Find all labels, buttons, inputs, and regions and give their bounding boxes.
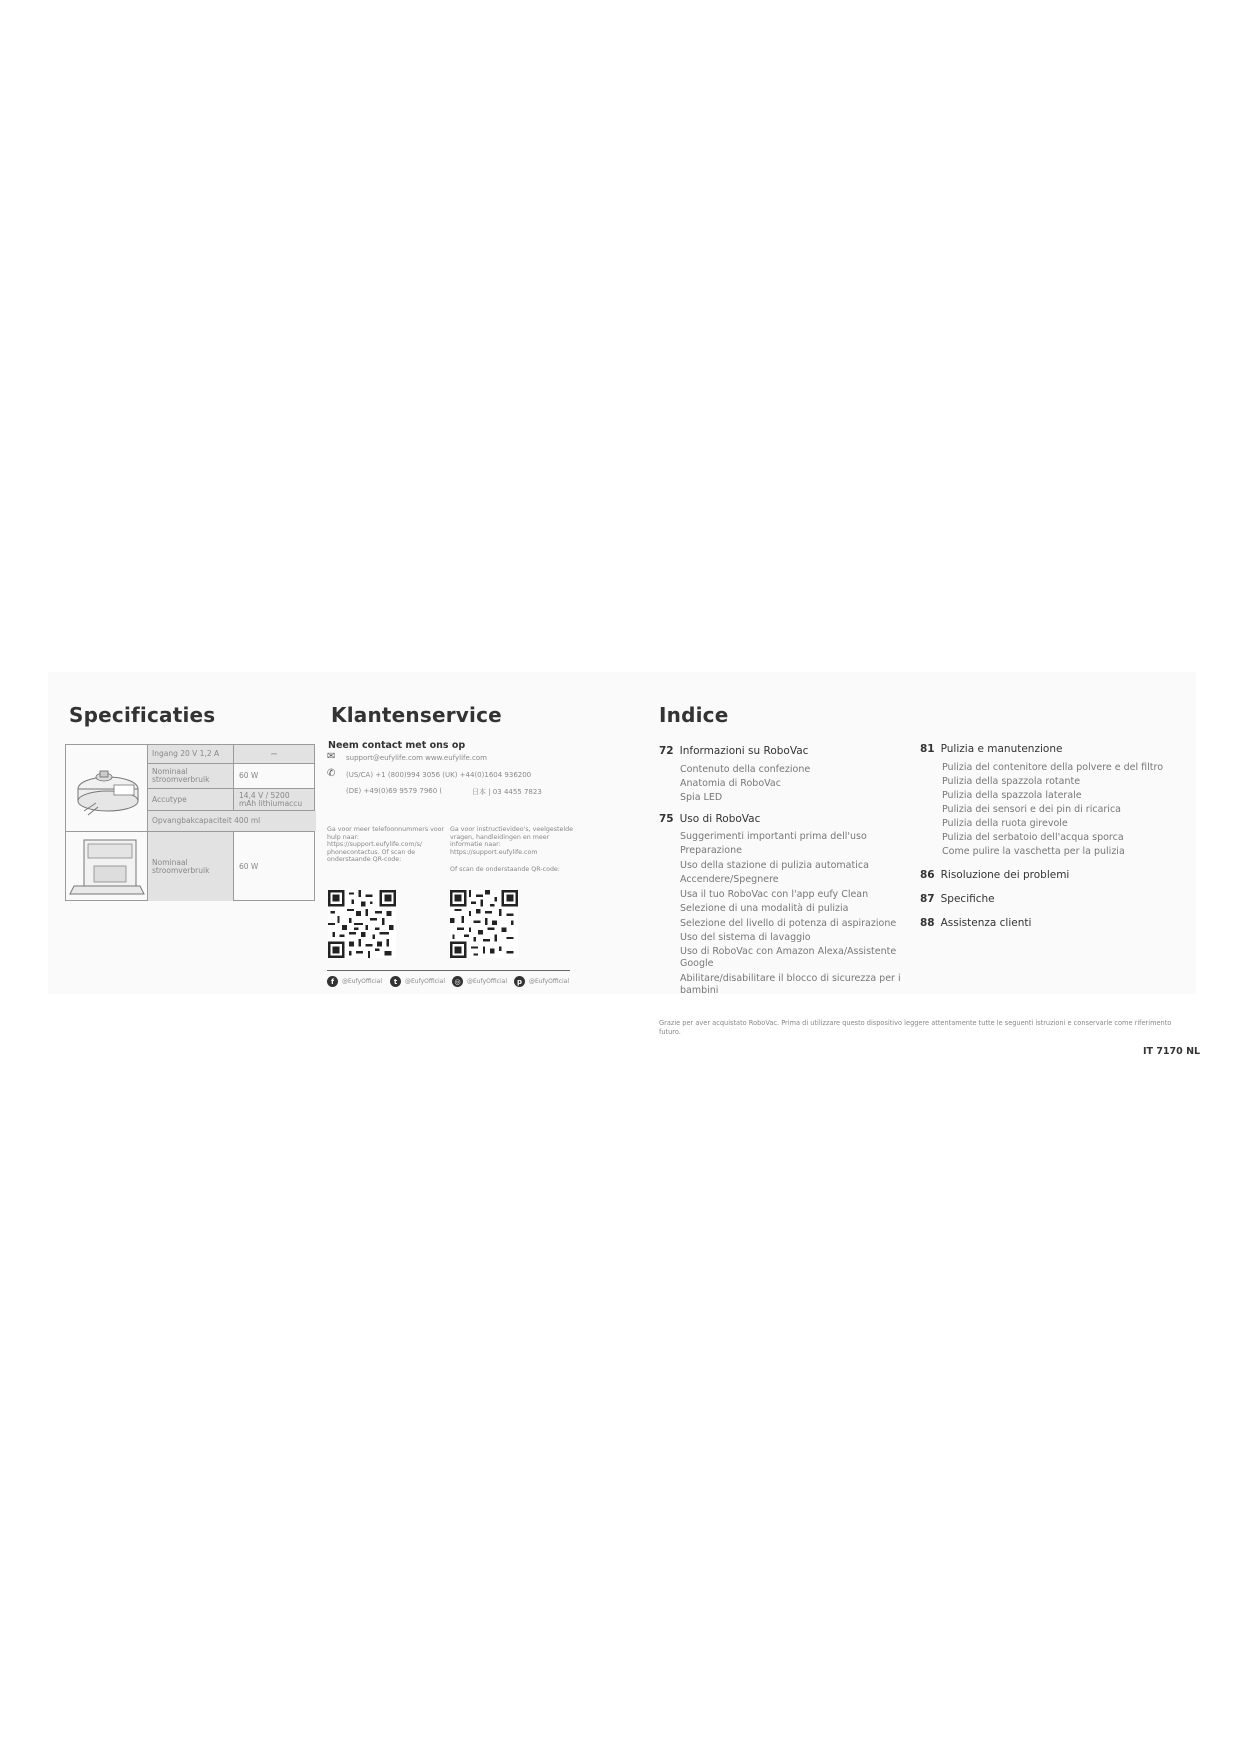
spec-row-power: Nominaal stroomverbruik 60 W <box>148 764 314 789</box>
service-email[interactable]: support@eufylife.com www.eufylife.com <box>346 754 487 762</box>
toc-item[interactable]: Anatomia di RoboVac <box>680 778 781 789</box>
service-note-right-scan: Of scan de onderstaande QR-code: <box>450 866 560 873</box>
social-twitter[interactable]: t @EufyOfficial <box>390 976 445 987</box>
toc-section-81[interactable]: 81 Pulizia e manutenzione <box>920 743 1063 755</box>
twitter-icon: t <box>390 976 401 987</box>
toc-item[interactable]: Uso del sistema di lavaggio <box>680 932 811 943</box>
service-subtitle: Neem contact met ons op <box>328 740 466 751</box>
service-phone-de: (DE) +49(0)69 9579 7960 ( <box>346 787 443 795</box>
index-title: Indice <box>659 703 729 727</box>
qr-code-support[interactable] <box>450 890 518 958</box>
toc-item[interactable]: Spia LED <box>680 792 723 803</box>
toc-section-75[interactable]: 75 Uso di RoboVac <box>659 813 761 825</box>
cleaning-station-illustration <box>66 832 148 901</box>
toc-section-87[interactable]: 87 Specifiche <box>920 893 995 905</box>
toc-item[interactable]: Accendere/Spegnere <box>680 874 779 885</box>
toc-item[interactable]: Pulizia del contenitore della polvere e del filtro <box>942 762 1164 773</box>
social-pinterest[interactable]: p @EufyOfficial <box>514 976 569 987</box>
specs-table <box>65 744 315 901</box>
service-phone-jp: 日本 | 03 4455 7823 <box>472 788 542 796</box>
toc-item[interactable]: bambini <box>680 985 719 996</box>
toc-item[interactable]: Uso della stazione di pulizia automatica <box>680 860 869 871</box>
toc-item[interactable]: Pulizia della spazzola laterale <box>942 790 1082 801</box>
service-phone-us-uk: (US/CA) +1 (800)994 3056 (UK) +44(0)1604 936200 <box>346 771 532 779</box>
toc-section-72[interactable]: 72 Informazioni su RoboVac <box>659 745 809 757</box>
instagram-icon: ◎ <box>452 976 463 987</box>
toc-item[interactable]: Contenuto della confezione <box>680 764 811 775</box>
toc-item[interactable]: Selezione del livello di potenza di aspirazione <box>680 918 897 929</box>
spec-row-battery: Accutype 14,4 V / 5200 mAh lithiumaccu <box>148 789 314 811</box>
spec-row-station-power: Nominaal stroomverbruik 60 W <box>148 832 314 901</box>
robot-vacuum-illustration <box>66 745 148 832</box>
phone-icon: ✆ <box>327 768 336 779</box>
service-note-left: Ga voor meer telefoonnummers voor hulp naar: https://support.eufylife.com/s/ phonecontactus. Of scan de onderstaande QR-code: <box>327 826 445 864</box>
toc-item[interactable]: Pulizia della ruota girevole <box>942 818 1068 829</box>
toc-item[interactable]: Pulizia dei sensori e dei pin di ricarica <box>942 804 1121 815</box>
service-note-right: Ga voor instructievideo's, veelgestelde vragen, handleidingen en meer informatie naar: https://support.eufylife.com <box>450 826 573 856</box>
spec-row-capacity: Opvangbakcapaciteit 400 ml <box>148 811 314 832</box>
social-divider <box>327 970 570 971</box>
social-facebook[interactable]: f @EufyOfficial <box>327 976 382 987</box>
social-instagram[interactable]: ◎ @EufyOfficial <box>452 976 507 987</box>
toc-item[interactable]: Google <box>680 958 714 969</box>
pinterest-icon: p <box>514 976 525 987</box>
toc-item[interactable]: Usa il tuo RoboVac con l'app eufy Clean <box>680 889 869 900</box>
toc-item[interactable]: Selezione di una modalità di pulizia <box>680 903 849 914</box>
toc-section-88[interactable]: 88 Assistenza clienti <box>920 917 1032 929</box>
toc-item[interactable]: Abilitare/disabilitare il blocco di sicurezza per i <box>680 973 901 984</box>
toc-item[interactable]: Preparazione <box>680 845 742 856</box>
email-icon: ✉ <box>327 751 336 762</box>
toc-item[interactable]: Suggerimenti importanti prima dell'uso <box>680 831 867 842</box>
toc-item[interactable]: Pulizia del serbatoio dell'acqua sporca <box>942 832 1124 843</box>
toc-section-86[interactable]: 86 Risoluzione dei problemi <box>920 869 1070 881</box>
toc-item[interactable]: Come pulire la vaschetta per la pulizia <box>942 846 1125 857</box>
spec-row-input: Ingang 20 V 1,2 A ⎓ <box>148 745 314 764</box>
index-footer-note: Grazie per aver acquistato RoboVac. Prima di utilizzare questo dispositivo leggere attentamente tutte le seguenti istruzioni e conservarle come riferimento futuro. <box>659 1019 1172 1036</box>
service-title: Klantenservice <box>331 703 502 727</box>
qr-code-phone[interactable] <box>328 890 396 958</box>
specs-title: Specificaties <box>69 703 216 727</box>
toc-item[interactable]: Pulizia della spazzola rotante <box>942 776 1081 787</box>
toc-item[interactable]: Uso di RoboVac con Amazon Alexa/Assistente <box>680 946 897 957</box>
facebook-icon: f <box>327 976 338 987</box>
page-identifier: IT 7170 NL <box>1143 1046 1201 1057</box>
